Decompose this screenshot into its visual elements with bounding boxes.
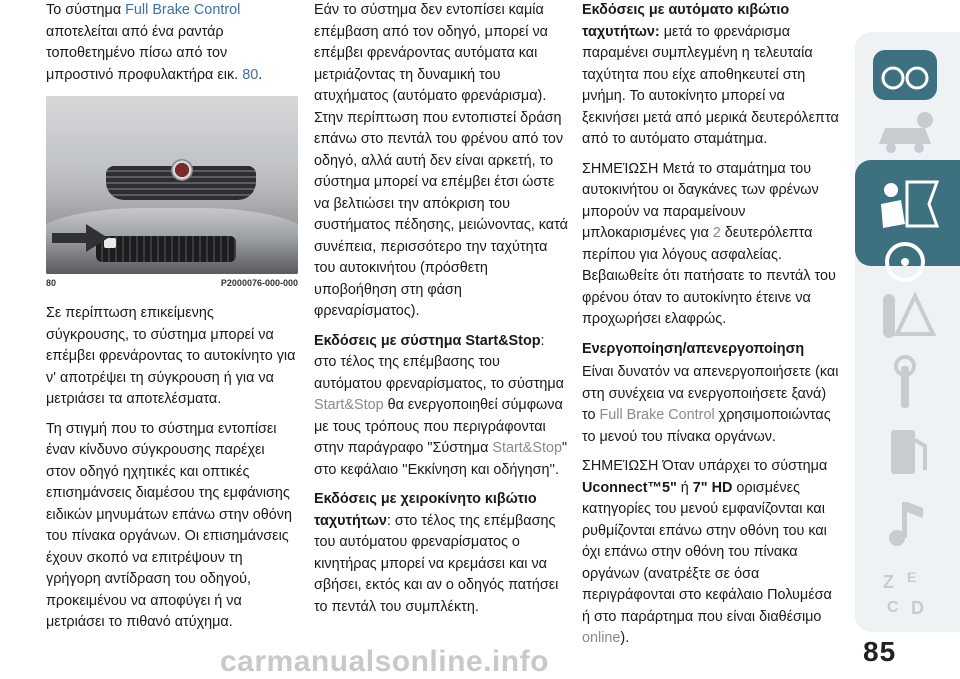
text-run: θα ενεργοποιηθεί σύμφωνα με τους τρόπους που περιγράφονται στην παράγραφο "Σύστημα: [314, 397, 563, 456]
column-3: [582, 0, 840, 658]
term-online: online: [582, 630, 621, 646]
term-uconnect: Uconnect™5": [582, 479, 677, 496]
text-run: : στο τέλος της επέμβασης του αυτόματου φρεναρίσματος, το σύστημα: [314, 332, 564, 392]
bold-heading: Εκδόσεις με αυτόματο κιβώτιο ταχυτήτων:: [582, 2, 790, 40]
page-number: 85: [863, 636, 897, 667]
figure-number: 80: [46, 278, 57, 288]
term-full-brake-control: Full Brake Control: [599, 407, 715, 423]
text-run: αποτελείται από ένα ραντάρ τοποθετημένο πίσω από τον μπροστινό προφυλακτήρα εικ.: [46, 23, 243, 83]
figure-caption: [46, 277, 298, 289]
text-run: " στο κεφάλαιο ''Εκκίνηση και οδήγηση''.: [314, 440, 568, 478]
svg-text:C: C: [887, 599, 899, 616]
text-run: μετά το φρενάρισμα παραμένει συμπλεγμένη η τελευταία ταχύτητα που είχε αποθηκευτεί στη μνήμη. Το αυτοκίνητο μπορεί να ξεκινήσει μετά από μερικά δευτερόλεπτα από το αυτόματο σταμάτημα.: [582, 23, 839, 147]
term-start-stop: Start&Stop: [314, 397, 384, 413]
text-run: δευτερόλεπτα περίπου για λόγους ασφαλείας. Βεβαιωθείτε ότι πατήσατε το πεντάλ του φρένου όταν το αυτοκίνητο έτεινε να προχωρήσει ελαφρώς.: [582, 225, 836, 327]
chapter-icon-sidebar: [855, 32, 960, 632]
text-run: Είναι δυνατόν να απενεργοποιήσετε (και στη συνέχεια να ενεργοποιήσετε ξανά) το: [582, 364, 839, 423]
paragraph-note-calipers: [582, 159, 840, 331]
index-letters-icon[interactable]: [867, 558, 943, 628]
lower-grille: [96, 236, 236, 262]
text-run: : στο τέλος της επέμβασης του αυτόματου φρεναρίσματος ο κινητήρας μπορεί να κρεμάσει και να σβήσει, εκτός και αν ο οδηγός πατήσει το πεντάλ του συμπλέκτη.: [314, 512, 559, 615]
text-run: ΣΗΜΕΊΩΣΗ Όταν υπάρχει το σύστημα: [582, 458, 828, 474]
column-1: [46, 0, 298, 642]
text-run: Το σύστημα: [46, 2, 126, 18]
text-run: .: [258, 66, 263, 83]
paragraph-auto-braking: Εάν το σύστημα δεν εντοπίσει καμία επέμβαση από τον οδηγό, μπορεί να επέμβει φρενάροντας αυτόματα και μετριάζοντας τη δυναμική του ατυχήματος (αυτόματο φρενάρισμα). Στην περίπτωση που εντοπιστεί δράση επάνω στο πεντάλ του φρένου από τον οδηγό, αλλά αυτή δεν είναι αρκετή, το σύστημα μπορεί να επέμβει έτσι ώστε να βελτιώσει την απόκριση του συστήματος πέδησης, μειώνοντας, κατά συνέπεια, περισσότερο την ταχύτητα του αυτοκινήτου (πρόσθετη υποβοήθηση στη φάση φρεναρίσματος).: [314, 2, 568, 319]
number-value: 2: [712, 225, 721, 241]
paragraph-manual-gearbox: [314, 489, 568, 618]
text-run: ή: [676, 479, 693, 496]
fuel-pump-icon[interactable]: [867, 418, 943, 488]
paragraph-warning: Τη στιγμή που το σύστημα εντοπίσει έναν κίνδυνο σύγκρουσης παρέχει στον οδηγό ηχητικές και οπτικές επισημάνσεις διαμέσου της εμφάνισης ειδικών μηνυμάτων επάνω στην οθόνη του πίνακα οργάνων. Οι επισημάνσεις έχουν σκοπό να επιτρέψουν τη γρήγορη αντίδραση του οδηγού, προκειμένου να αποφύγει ή να μετριάσει το πιθανό ατύχημα.: [46, 420, 293, 630]
text-run: ΣΗΜΕΊΩΣΗ Μετά το σταμάτημα του αυτοκινήτου οι δαγκάνες των φρένων μπορούν να παραμείνουν μπλοκαρισμένες για: [582, 160, 819, 241]
watermark: carmanualsonline.info: [220, 645, 549, 678]
term-start-stop: Start&Stop: [492, 440, 562, 456]
car-info-icon[interactable]: [867, 98, 943, 168]
column-2: [314, 0, 568, 626]
paragraph-deactivation: [582, 362, 840, 448]
bold-heading: Εκδόσεις με χειροκίνητο κιβώτιο ταχυτήτων: [314, 491, 537, 529]
svg-text:E: E: [907, 569, 917, 585]
wrench-icon[interactable]: [867, 352, 943, 422]
term-full-brake-control: Full Brake Control: [125, 2, 241, 18]
text-run: ).: [620, 630, 630, 646]
svg-text:Z: Z: [883, 572, 894, 592]
figure-code: P2000076-000-000: [220, 278, 298, 288]
music-note-icon[interactable]: [867, 488, 943, 558]
svg-text:D: D: [911, 598, 924, 618]
paragraph-intro: [46, 0, 298, 86]
paragraph-auto-gearbox: [582, 0, 840, 151]
pointer-arrow-icon: [52, 224, 108, 252]
text-run: χρησιμοποιώντας το μενού του πίνακα οργάνων.: [582, 407, 831, 445]
figure-reference[interactable]: 80: [242, 66, 259, 83]
paragraph-note-uconnect: [582, 456, 840, 650]
warning-triangle-icon[interactable]: [867, 284, 943, 354]
car-logo: [171, 159, 193, 181]
text-run: ορισμένες κατηγορίες του μενού εμφανίζονται και ρυθμίζονται επάνω στην οθόνη του και όχι επάνω στην οθόνη του πίνακα οργάνων (ανατρέξτε σε όσα περιγράφονται στο κεφάλαιο Πολυμέσα ή στο παράρτημα που είναι διαθέσιμο: [582, 479, 832, 625]
bold-heading: Εκδόσεις με σύστημα Start&Stop: [314, 332, 541, 349]
section-heading: [582, 339, 840, 361]
heading-text: Ενεργοποίηση/απενεργοποίηση: [582, 340, 805, 357]
paragraph-collision: Σε περίπτωση επικείμενης σύγκρουσης, το σύστημα μπορεί να επέμβει φρενάροντας το αυτοκίνητο για ν' αποτρέψει τη σύγκρουση ή για να μετριάσει τα αποτελέσματα.: [46, 305, 296, 407]
paragraph-start-stop: [314, 331, 568, 482]
radar-location-photo: [46, 96, 298, 274]
term-7-hd: 7" HD: [692, 479, 733, 496]
